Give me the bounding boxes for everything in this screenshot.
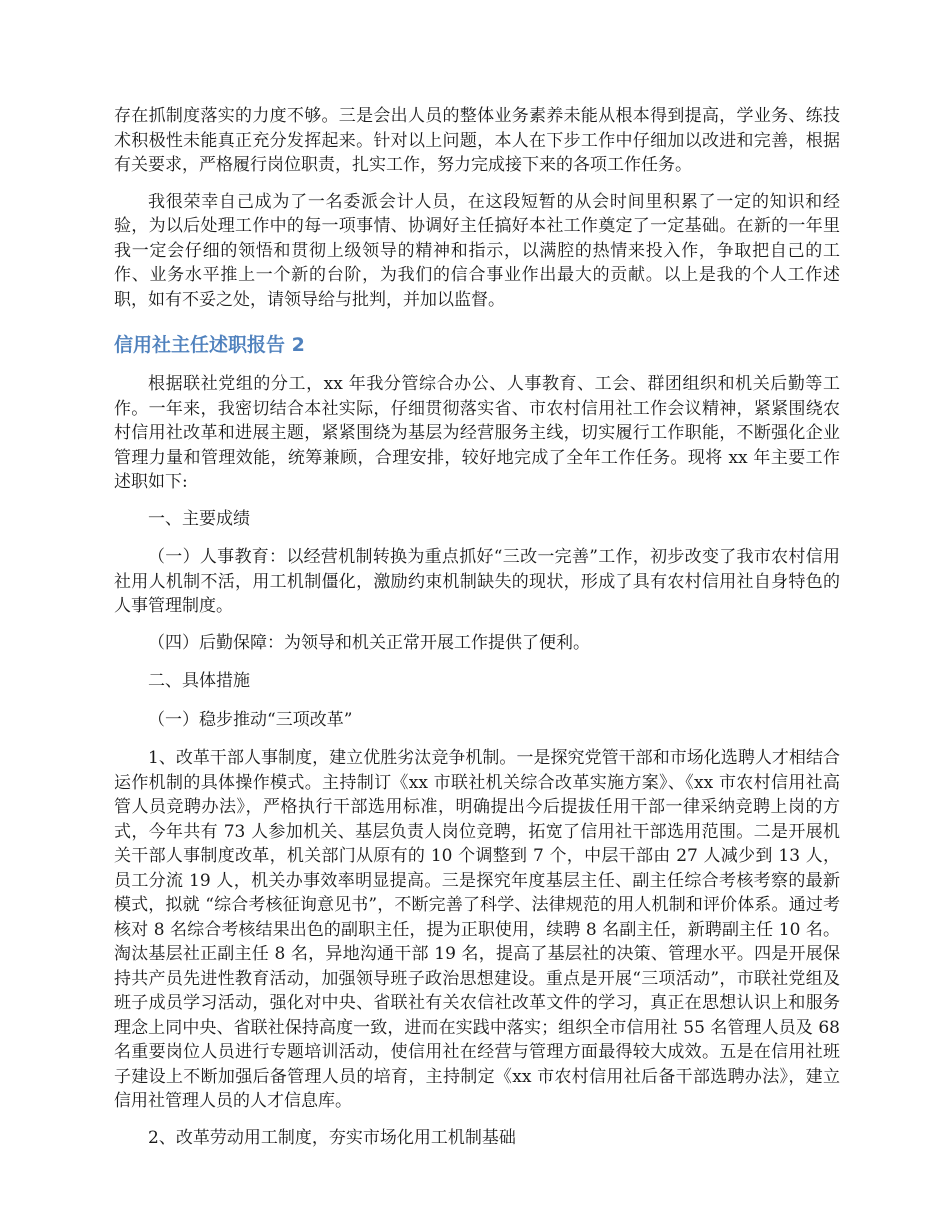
subsection-title-reforms: （一）稳步推动“三项改革” bbox=[148, 709, 353, 730]
paragraph-reform-cadre: 1、改革干部人事制度，建立优胜劣汰竞争机制。一是探究党管干部和市场化选聘人才相结合运作机制的具体操作模式。主持制订《xx 市联社机关综合改革实施方案》、《xx 市农村信用社高管人员竞聘办法》，严格执行干部选用标准，明确提出今后提拔任用干部一律采纳竞聘上岗的方式，今年共有 73 人参加机关、基层负责人岗位竞聘，拓宽了信用社干部选用范围。二是开展机关干部人事制度改革，机关部门从原有的 10 个调整到 7 个，中层干部由 27 人减少到 13 人，员工分流 19 人，机关办事效率明显提高。三是探究年度基层主任、副主任综合考核考察的最新模式，拟就 “综合考核征询意见书”，不断完善了科学、法律规范的用人机制和评价体系。通过考核对 8 名综合考核结果出色的副职主任，提为正职使用，续聘 8 名副主任，新聘副主任 10 名。淘汰基层社正副主任 8 名，异地沟通干部 19 名，提高了基层社的决策、管理水平。四是开展保持共产员先进性教育活动，加强领导班子政治思想建设。重点是开展“三项活动”，市联社党组及班子成员学习活动，强化对中央、省联社有关农信社改革文件的学习，真正在思想认识上和服务理念上同中央、省联社保持高度一致，进而在实践中落实；组织全市信用社 55 名管理人员及 68 名重要岗位人员进行专题培训活动，使信用社在经营与管理方面最得较大成效。五是在信用社班子建设上不断加强后备管理人员的培育，主持制定《xx 市农村信用社后备干部选聘办法》，建立信用社管理人员的人才信息库。 bbox=[114, 748, 840, 1111]
section-title-achievements: 一、主要成绩 bbox=[148, 508, 250, 529]
section-title-measures: 二、具体措施 bbox=[148, 671, 250, 691]
section-heading: 信用社主任述职报告 2 bbox=[114, 334, 305, 356]
paragraph-reform-labor: 2、改革劳动用工制度，夯实市场化用工机制基础 bbox=[148, 1127, 516, 1148]
paragraph-personnel-education: （一）人事教育：以经营机制转换为重点抓好“三改一完善”工作，初步改变了我市农村信用社用人机制不活，用工机制僵化，激励约束机制缺失的现状，形成了具有农村信用社自身特色的人事管理制度。 bbox=[114, 547, 840, 616]
document-body bbox=[114, 104, 840, 1162]
paragraph-continuation: 存在抓制度落实的力度不够。三是会出人员的整体业务素养未能从根本得到提高，学业务、练技术积极性未能真正充分发挥起来。针对以上问题，本人在下步工作中仔细加以改进和完善，根据有关要求，严格履行岗位职责，扎实工作，努力完成接下来的各项工作任务。 bbox=[114, 106, 840, 175]
paragraph-self-summary: 我很荣幸自己成为了一名委派会计人员，在这段短暂的从会时间里积累了一定的知识和经验，为以后处理工作中的每一项事情、协调好主任搞好本社工作奠定了一定基础。在新的一年里我一定会仔细的领悟和贯彻上级领导的精神和指示，以满腔的热情来投入作，争取把自己的工作、业务水平推上一个新的台阶，为我们的信合事业作出最大的贡献。以上是我的个人工作述职，如有不妥之处，请领导给与批判，并加以监督。 bbox=[114, 191, 840, 310]
paragraph-logistics: （四）后勤保障：为领导和机关正常开展工作提供了便利。 bbox=[148, 632, 590, 653]
paragraph-intro: 根据联社党组的分工，xx 年我分管综合办公、人事教育、工会、群团组织和机关后勤等工作。一年来，我密切结合本社实际，仔细贯彻落实省、市农村信用社工作会议精神，紧紧围绕农村信用社改革和进展主题，紧紧围绕为基层为经营服务主线，切实履行工作职能，不断强化企业管理力量和管理效能，统筹兼顾，合理安排，较好地完成了全年工作任务。现将 xx 年主要工作述职如下: bbox=[114, 374, 840, 492]
